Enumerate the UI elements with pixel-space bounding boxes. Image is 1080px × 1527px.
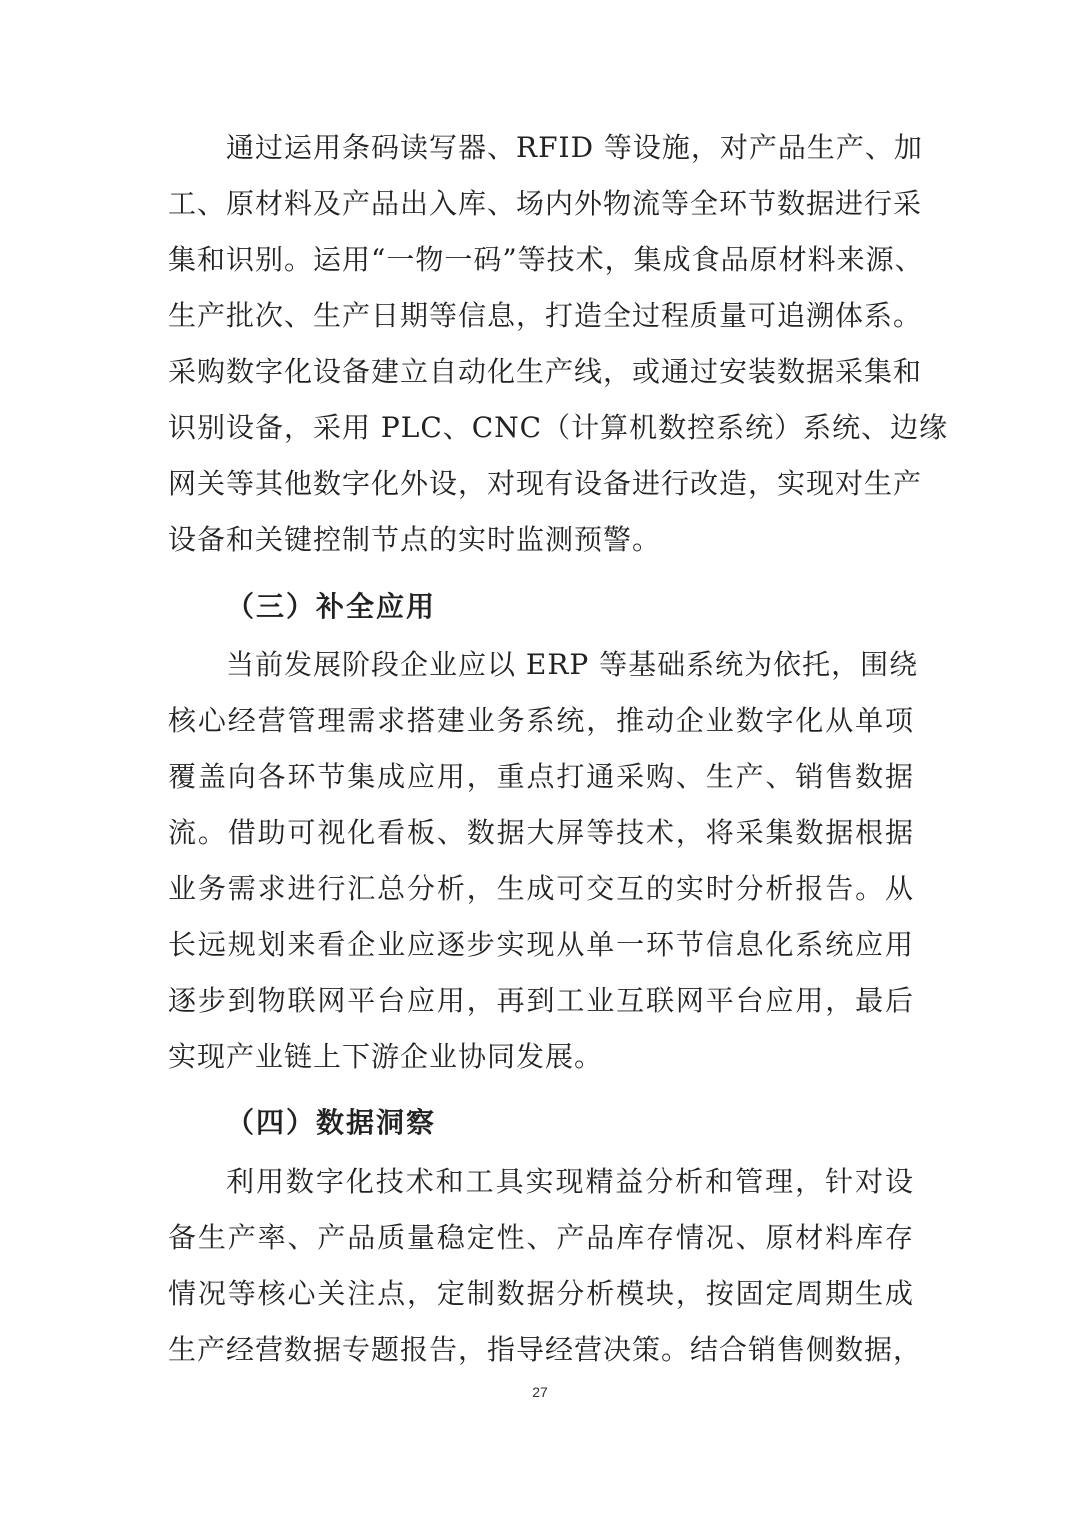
text-line: 核心经营管理需求搭建业务系统，推动企业数字化从单项	[168, 704, 914, 737]
section-heading-3: （三）补全应用	[226, 590, 437, 623]
text-line: 长远规划来看企业应逐步实现从单一环节信息化系统应用	[168, 928, 914, 961]
text-line: 业务需求进行汇总分析，生成可交互的实时分析报告。从	[168, 872, 914, 905]
text-line: 流。借助可视化看板、数据大屏等技术，将采集数据根据	[168, 816, 914, 849]
text-line: 通过运用条码读写器、RFID 等设施，对产品生产、加	[226, 131, 923, 164]
section-heading-4: （四）数据洞察	[226, 1106, 437, 1139]
text-line: 采购数字化设备建立自动化生产线，或通过安装数据采集和	[168, 355, 923, 388]
text-line: 覆盖向各环节集成应用，重点打通采购、生产、销售数据	[168, 760, 914, 793]
text-line: 网关等其他数字化外设，对现有设备进行改造，实现对生产	[168, 467, 923, 500]
text-line: 备生产率、产品质量稳定性、产品库存情况、原材料库存	[168, 1221, 914, 1254]
text-line: 情况等核心关注点，定制数据分析模块，按固定周期生成	[168, 1277, 914, 1310]
text-line: 工、原材料及产品出入库、场内外物流等全环节数据进行采	[168, 187, 923, 220]
text-line: 生产经营数据专题报告，指导经营决策。结合销售侧数据，	[168, 1333, 923, 1366]
text-line: 当前发展阶段企业应以 ERP 等基础系统为依托，围绕	[226, 648, 919, 681]
page-number: 27	[532, 1384, 548, 1400]
text-line: 逐步到物联网平台应用，再到工业互联网平台应用，最后	[168, 984, 914, 1017]
text-line: 识别设备，采用 PLC、CNC（计算机数控系统）系统、边缘	[168, 411, 949, 444]
text-line: 设备和关键控制节点的实时监测预警。	[168, 523, 662, 556]
text-line: 集和识别。运用“一物一码”等技术，集成食品原材料来源、	[168, 243, 924, 276]
text-line: 利用数字化技术和工具实现精益分析和管理，针对设	[226, 1165, 914, 1198]
text-line: 实现产业链上下游企业协同发展。	[168, 1040, 604, 1073]
text-line: 生产批次、生产日期等信息，打造全过程质量可追溯体系。	[168, 299, 923, 332]
